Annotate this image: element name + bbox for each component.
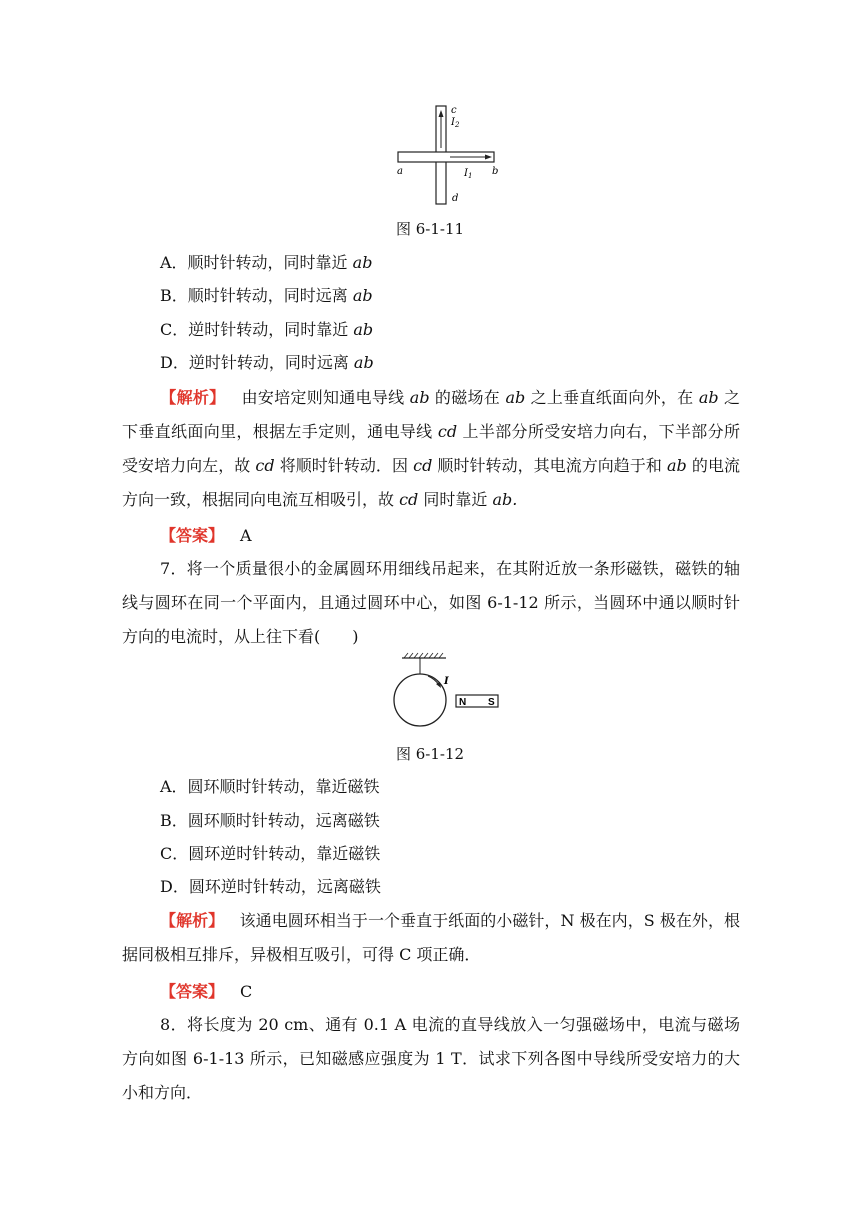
option-d: D．逆时针转动，同时远离 ab xyxy=(160,353,374,372)
text-run: 由安培定则知通电导线 xyxy=(241,388,410,407)
analysis-tag: 【解析】 xyxy=(160,388,226,407)
question-7-stem: 7．将一个质量很小的金属圆环用细线吊起来，在其附近放一条形磁铁，磁铁的轴线与圆环在同一个平面内，且通过圆环中心，如图 6-1-12 所示，当圆环中通以顺时针方向的电流时，从上往下看( ) xyxy=(122,559,740,646)
answer-line: 【答案】 C xyxy=(160,982,253,1001)
label-c: c xyxy=(451,105,457,116)
text-run: 上半部分所受安培力向右，下半部分所受安培力向左，故 xyxy=(122,422,740,475)
analysis-text: 该通电圆环相当于一个垂直于纸面的小磁针，N 极在内，S 极在外，根据同极相互排斥，异极相互吸引，可得 C 项正确． xyxy=(122,911,740,964)
question-8-stem: 8．将长度为 20 cm、通有 0.1 A 电流的直导线放入一匀强磁场中，电流与磁场方向如图 6-1-13 所示，已知磁感应强度为 1 T．试求下列各图中导线所受安培力的大小和方向． xyxy=(122,1015,740,1102)
label-n: N xyxy=(459,697,467,708)
text-run: 将顺时针转动．因 xyxy=(274,456,414,475)
option-c: C．圆环逆时针转动，靠近磁铁 xyxy=(160,844,381,863)
text-run: 之上垂直纸面向外，在 xyxy=(525,388,699,407)
figure-6-1-12 xyxy=(388,652,508,734)
text-run: 之下垂直纸面向里，根据左手定则，通电导线 xyxy=(122,388,740,441)
label-a: a xyxy=(397,166,403,177)
answer-line: 【答案】 A xyxy=(160,526,252,545)
analysis-paragraph xyxy=(122,904,740,972)
option-b: B．圆环顺时针转动，远离磁铁 xyxy=(160,811,380,830)
figure-6-1-11 xyxy=(380,100,510,210)
variable-name: ab xyxy=(409,388,430,407)
label-i1: $I_1$ xyxy=(464,168,473,180)
figure-caption: 图 6-1-12 xyxy=(395,745,465,763)
analysis-tag: 【解析】 xyxy=(160,911,225,930)
variable-name: cd xyxy=(437,422,458,441)
figure-caption: 图 6-1-11 xyxy=(395,220,465,238)
label-i: I xyxy=(444,676,449,687)
variable-name: ab xyxy=(667,456,687,475)
text-run: 顺时针转动，其电流方向趋于和 xyxy=(432,456,668,475)
variable-name: cd xyxy=(399,490,419,509)
answer-value: C xyxy=(240,982,253,1001)
variable-name: cd xyxy=(255,456,275,475)
variable-name: cd xyxy=(413,456,433,475)
variable-name: ab. xyxy=(492,490,518,509)
label-b: b xyxy=(492,166,499,177)
option-c: C．逆时针转动，同时靠近 ab xyxy=(160,320,374,339)
option-b: B．顺时针转动，同时远离 ab xyxy=(160,286,373,305)
text-run: 同时靠近 xyxy=(418,490,493,509)
label-d: d xyxy=(452,193,459,204)
option-a: A．顺时针转动，同时靠近 ab xyxy=(160,253,373,272)
answer-value: A xyxy=(240,526,252,545)
label-s: S xyxy=(488,697,495,708)
label-i2: $I_2$ xyxy=(451,117,460,129)
option-d: D．圆环逆时针转动，远离磁铁 xyxy=(160,877,381,896)
variable-name: ab xyxy=(505,388,526,407)
text-run: 的电流方向一致，根据同向电流互相吸引，故 xyxy=(122,456,740,509)
text-run: 的磁场在 xyxy=(429,388,506,407)
analysis-paragraph xyxy=(122,381,740,517)
option-a: A．圆环顺时针转动，靠近磁铁 xyxy=(160,777,380,796)
variable-name: ab xyxy=(698,388,719,407)
metal-ring xyxy=(394,674,446,726)
